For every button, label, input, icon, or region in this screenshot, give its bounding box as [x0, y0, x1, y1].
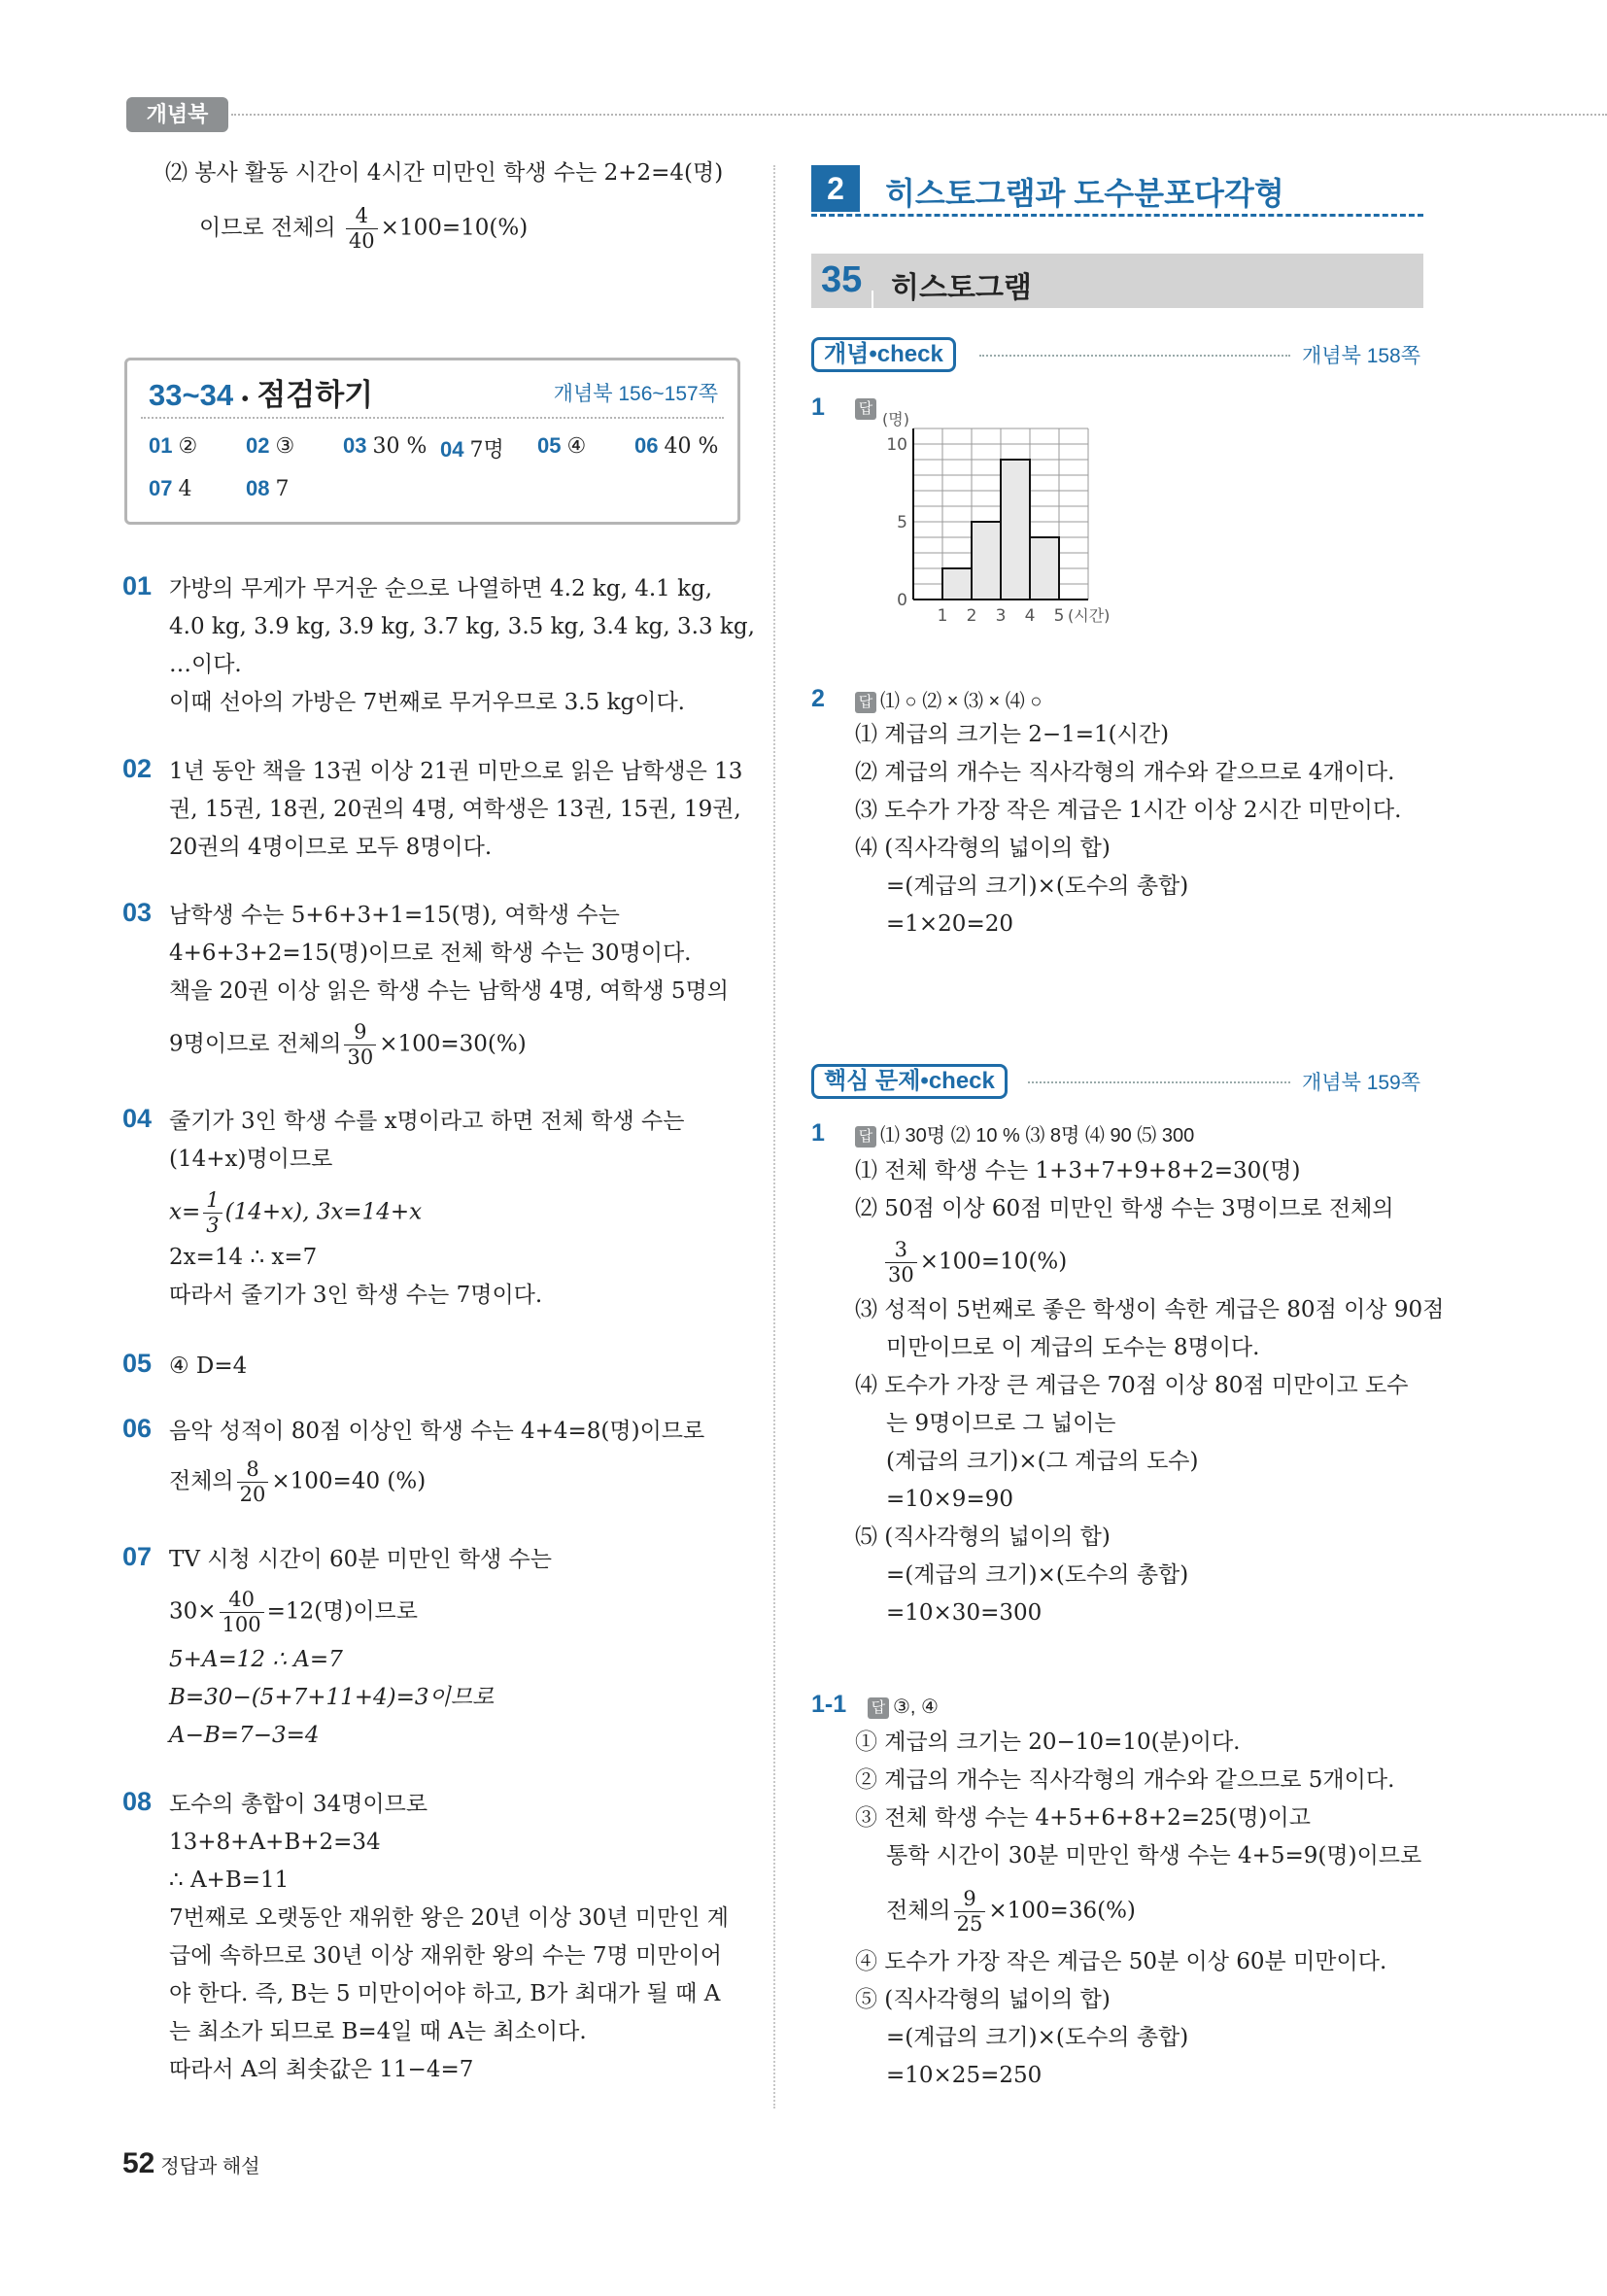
answer-num: 05	[537, 433, 562, 458]
checkbox-ref: 개념북 156~157쪽	[553, 383, 718, 405]
unit-title: 히스토그램	[891, 272, 1032, 304]
y-tick-label: 0	[897, 591, 907, 610]
problem-03-num: 03	[122, 898, 153, 927]
c1-answer-text: ⑴ 30명 ⑵ 10 % ⑶ 8명 ⑷ 90 ⑸ 300	[880, 1125, 1195, 1147]
footer-label: 정답과 해설	[160, 2156, 260, 2177]
p04-line: 줄기가 3인 학생 수를 x명이라고 하면 전체 학생 수는	[169, 1109, 685, 1134]
answer-badge: 답	[855, 692, 876, 713]
answer-03	[343, 433, 427, 459]
p04-eq1	[169, 1190, 422, 1236]
fraction-denominator: 30	[347, 1045, 374, 1069]
fraction-numerator: 4	[346, 206, 378, 229]
p04-line: (14+x)명이므로	[169, 1147, 333, 1172]
core-check-ref: 개념북 159쪽	[1302, 1072, 1421, 1094]
c1-line: ⑶ 성적이 5번째로 좋은 학생이 속한 계급은 80점 이상 90점	[855, 1297, 1445, 1322]
p05-text: ④ D=4	[169, 1354, 248, 1379]
c1-num: 1	[811, 1119, 825, 1147]
answer-07	[149, 476, 191, 501]
answer-08	[246, 476, 289, 501]
c1-line: ⑸ (직사각형의 넓이의 합)	[855, 1525, 1111, 1550]
answer-05	[537, 433, 586, 459]
answer-badge: 답	[868, 1697, 889, 1719]
p08-line: 는 최소가 되므로 B=4일 때 A는 최소이다.	[169, 2019, 587, 2044]
intro-line-1: ⑵ 봉사 활동 시간이 4시간 미만인 학생 수는 2+2=4(명)	[165, 160, 724, 186]
c11-line: ④ 도수가 가장 작은 계급은 50분 이상 60분 미만이다.	[855, 1949, 1387, 1974]
answer-value: 30 %	[372, 434, 427, 459]
problem-02-num: 02	[122, 754, 153, 783]
y-tick-label: 10	[886, 435, 907, 455]
q2-line: ⑴ 계급의 크기는 2−1=1(시간)	[855, 722, 1170, 747]
q2-line: ⑵ 계급의 개수는 직사각형의 개수와 같으므로 4개이다.	[855, 760, 1395, 785]
c11-fr-pre: 전체의	[886, 1898, 951, 1924]
pill-dot: •	[920, 1068, 929, 1094]
p08-line: 따라서 A의 최솟값은 11−4=7	[169, 2057, 474, 2082]
q2-answer-text: ⑴ ○ ⑵ × ⑶ × ⑷ ○	[880, 691, 1043, 712]
y-axis-label: (명)	[882, 410, 909, 428]
fraction-numerator: 8	[237, 1459, 269, 1483]
p02-line: 1년 동안 책을 13권 이상 21권 미만으로 읽은 남학생은 13	[169, 759, 743, 784]
fraction-numerator: 40	[220, 1590, 264, 1613]
pill-label: 핵심 문제	[824, 1068, 921, 1094]
section-title: 히스토그램과 도수분포다각형	[885, 176, 1284, 211]
p07-line: A−B=7−3=4	[169, 1723, 320, 1748]
fraction-numerator: 1	[203, 1190, 222, 1214]
p08-line: 7번째로 오랫동안 재위한 왕은 20년 이상 30년 미만인 계	[169, 1905, 730, 1931]
x-tick-label: 3	[995, 606, 1007, 626]
header-divider	[231, 114, 1607, 116]
q2-num: 2	[811, 685, 825, 712]
fraction-numerator: 9	[344, 1022, 376, 1045]
c1-line: =10×30=300	[886, 1600, 1043, 1626]
c1-line: ⑴ 전체 학생 수는 1+3+7+9+8+2=30(명)	[855, 1158, 1301, 1183]
q2-answers	[855, 686, 1042, 717]
p07-fraction	[220, 1590, 264, 1635]
histogram-bar	[942, 568, 972, 600]
p04-eq2: 2x=14 ∴ x=7	[169, 1245, 318, 1270]
c1-line: 미만이므로 이 계급의 도수는 8명이다.	[886, 1335, 1260, 1360]
c11-line: =(계급의 크기)×(도수의 총합)	[886, 2025, 1189, 2050]
q2-line: ⑶ 도수가 가장 작은 계급은 1시간 이상 2시간 미만이다.	[855, 798, 1402, 823]
c11-line: =10×25=250	[886, 2063, 1043, 2088]
fraction-denominator: 100	[222, 1613, 261, 1636]
fraction-denominator: 30	[888, 1263, 914, 1286]
q2-line: ⑷ (직사각형의 넓이의 합)	[855, 836, 1111, 861]
c1-line: =10×9=90	[886, 1487, 1013, 1512]
c11-answers	[868, 1692, 939, 1723]
fraction-denominator: 40	[348, 229, 375, 253]
page-number: 52	[122, 2147, 155, 2179]
answer-01	[149, 433, 197, 459]
pill-label: check	[928, 1068, 995, 1094]
p04-eq1-pre: x=	[169, 1199, 201, 1225]
c1-line: (계급의 크기)×(그 계급의 도수)	[886, 1449, 1199, 1474]
c1-line: 는 9명이므로 그 넓이는	[886, 1411, 1116, 1436]
histogram-bar	[1001, 460, 1030, 600]
p03-fr-post: ×100=30(%)	[379, 1031, 527, 1057]
histogram-chart	[882, 394, 1135, 636]
intro-line-2	[199, 206, 528, 252]
p06-fraction	[237, 1459, 269, 1505]
fraction-denominator: 3	[206, 1214, 220, 1237]
answer-04	[440, 433, 504, 463]
p06-fraction-line	[169, 1459, 426, 1505]
q2-line: =1×20=20	[886, 911, 1013, 937]
c11-fr-post: ×100=36(%)	[988, 1898, 1136, 1924]
c1-line: =(계급의 크기)×(도수의 총합)	[886, 1562, 1189, 1588]
answer-num: 01	[149, 433, 173, 458]
p07-line: TV 시청 시간이 60분 미만인 학생 수는	[169, 1547, 552, 1572]
column-divider	[773, 165, 775, 2108]
answer-02	[246, 433, 294, 459]
p08-line: 야 한다. 즉, B는 5 미만이어야 하고, B가 최대가 될 때 A	[169, 1981, 721, 2006]
fraction-denominator: 20	[239, 1483, 266, 1506]
top-header	[0, 97, 1607, 132]
q1-num: 1	[811, 394, 825, 421]
pill-dots	[1028, 1081, 1290, 1083]
c1-fraction-line	[882, 1240, 1067, 1285]
concept-check-ref: 개념북 158쪽	[1302, 345, 1421, 367]
p01-line: 4.0 kg, 3.9 kg, 3.9 kg, 3.7 kg, 3.5 kg, 3.4 kg, 3.3 kg,	[169, 614, 755, 639]
answer-value: 7	[275, 477, 290, 501]
answer-value: 40 %	[664, 434, 719, 459]
p04-eq1-post: (14+x), 3x=14+x	[224, 1199, 423, 1225]
p07-fraction-line	[169, 1590, 418, 1635]
p04-fraction	[203, 1190, 222, 1236]
c11-num: 1-1	[811, 1691, 847, 1718]
pill-dots	[979, 355, 1290, 357]
p08-line: ∴ A+B=11	[169, 1868, 290, 1893]
histogram-bar	[1030, 537, 1059, 600]
unit-number: 35	[821, 259, 863, 300]
intro-fraction	[346, 206, 378, 252]
section-2-header	[811, 165, 1423, 216]
problem-06-num: 06	[122, 1414, 153, 1443]
p01-line: 이때 선아의 가방은 7번째로 무거우므로 3.5 kg이다.	[169, 690, 685, 715]
x-tick-label: 5	[1053, 606, 1065, 626]
c11-fraction-line	[886, 1889, 1136, 1935]
p06-fr-pre: 전체의	[169, 1468, 234, 1494]
answer-num: 02	[246, 433, 270, 458]
checkbox-title-num: 33~34	[149, 378, 234, 412]
answer-num: 04	[440, 437, 464, 462]
p03-fraction	[344, 1022, 376, 1068]
answer-num: 03	[343, 433, 367, 458]
x-tick-label: 2	[966, 606, 977, 626]
answer-value: 7명	[469, 438, 504, 463]
c1-line: ⑷ 도수가 가장 큰 계급은 70점 이상 80점 미만이고 도수	[855, 1373, 1409, 1398]
c1-fr-post: ×100=10(%)	[919, 1249, 1068, 1275]
c11-line: ① 계급의 크기는 20−10=10(분)이다.	[855, 1730, 1241, 1755]
pill-dot: •	[869, 341, 877, 367]
p02-line: 권, 15권, 18권, 20권의 4명, 여학생은 13권, 15권, 19권,	[169, 797, 741, 822]
p02-line: 20권의 4명이므로 모두 8명이다.	[169, 835, 493, 860]
c11-line: ⑤ (직사각형의 넓이의 합)	[855, 1987, 1111, 2012]
answer-num: 06	[634, 433, 659, 458]
checkbox-separator	[141, 417, 724, 419]
q2-line: =(계급의 크기)×(도수의 총합)	[886, 874, 1189, 899]
p07-line: B=30−(5+7+11+4)=3이므로	[169, 1685, 495, 1710]
check-summary-box	[124, 358, 740, 525]
x-axis-label: (시간)	[1068, 606, 1111, 625]
p03-line: 책을 20권 이상 읽은 학생 수는 남학생 4명, 여학생 5명의	[169, 978, 730, 1004]
fraction-numerator: 3	[885, 1240, 917, 1263]
c11-line: ③ 전체 학생 수는 4+5+6+8+2=25(명)이고	[855, 1805, 1311, 1831]
p01-line: …이다.	[169, 652, 242, 677]
p06-line: 음악 성적이 80점 이상인 학생 수는 4+4=8(명)이므로	[169, 1419, 705, 1444]
answer-value: 4	[178, 477, 192, 501]
problem-04-num: 04	[122, 1104, 153, 1133]
p01-line: 가방의 무게가 무거운 순으로 나열하면 4.2 kg, 4.1 kg,	[169, 576, 713, 601]
pill-label: 개념	[824, 341, 870, 367]
p07-fr-post: =12(명)이므로	[266, 1598, 418, 1625]
answer-06	[634, 433, 718, 459]
page-footer	[122, 2147, 260, 2180]
pill-label: check	[876, 341, 943, 367]
x-tick-label: 1	[937, 606, 948, 626]
fraction-denominator: 25	[956, 1912, 983, 1936]
p03-line: 남학생 수는 5+6+3+1=15(명), 여학생 수는	[169, 903, 620, 928]
answer-num: 08	[246, 476, 270, 500]
checkbox-title	[149, 370, 373, 414]
answer-value: ④	[566, 434, 587, 459]
book-tab: 개념북	[126, 97, 228, 132]
c11-line: 통학 시간이 30분 미만인 학생 수는 4+5=9(명)이므로	[886, 1843, 1422, 1868]
core-check-pill	[811, 1064, 1008, 1099]
p03-fraction-line	[169, 1022, 527, 1068]
fraction-numerator: 9	[954, 1889, 986, 1912]
c11-line: ② 계급의 개수는 직사각형의 개수와 같으므로 5개이다.	[855, 1767, 1395, 1793]
p06-fr-post: ×100=40 (%)	[271, 1468, 427, 1494]
unit-bar	[872, 291, 873, 308]
x-tick-label: 4	[1024, 606, 1036, 626]
c11-answer-text: ③, ④	[893, 1696, 939, 1718]
concept-check-pill	[811, 337, 956, 372]
checkbox-title-text: 점검하기	[256, 378, 374, 412]
checkbox-title-dot: •	[241, 389, 249, 410]
histogram-bar	[972, 522, 1001, 600]
p08-line: 급에 속하므로 30년 이상 재위한 왕의 수는 7명 미만이어	[169, 1943, 722, 1969]
section-number: 2	[811, 165, 860, 212]
p03-fr-pre: 9명이므로 전체의	[169, 1031, 342, 1057]
section-underline	[811, 214, 1423, 217]
c11-fraction	[954, 1889, 986, 1935]
answer-value: ②	[178, 434, 198, 459]
intro-text: 이므로 전체의	[199, 215, 336, 241]
c1-fraction	[885, 1240, 917, 1285]
problem-05-num: 05	[122, 1349, 153, 1378]
p07-fr-pre: 30×	[169, 1598, 217, 1625]
answer-value: ③	[275, 434, 295, 459]
answer-num: 07	[149, 476, 173, 500]
q1-answer-badge	[855, 398, 880, 420]
y-tick-label: 5	[897, 513, 907, 532]
problem-07-num: 07	[122, 1542, 153, 1571]
problem-08-num: 08	[122, 1787, 153, 1816]
intro-result: ×100=10(%)	[380, 215, 529, 241]
p07-line: 5+A=12 ∴ A=7	[169, 1647, 343, 1672]
p08-line: 도수의 총합이 34명이므로	[169, 1792, 428, 1817]
p04-last: 따라서 줄기가 3인 학생 수는 7명이다.	[169, 1283, 543, 1308]
problem-01-num: 01	[122, 571, 153, 600]
answer-badge: 답	[855, 1126, 876, 1148]
section-35-header	[811, 254, 1423, 308]
answer-badge: 답	[855, 398, 876, 420]
p03-line: 4+6+3+2=15(명)이므로 전체 학생 수는 30명이다.	[169, 941, 692, 966]
c1-answers	[855, 1120, 1194, 1151]
c1-line: ⑵ 50점 이상 60점 미만인 학생 수는 3명이므로 전체의	[855, 1196, 1394, 1221]
p08-line: 13+8+A+B+2=34	[169, 1830, 381, 1855]
